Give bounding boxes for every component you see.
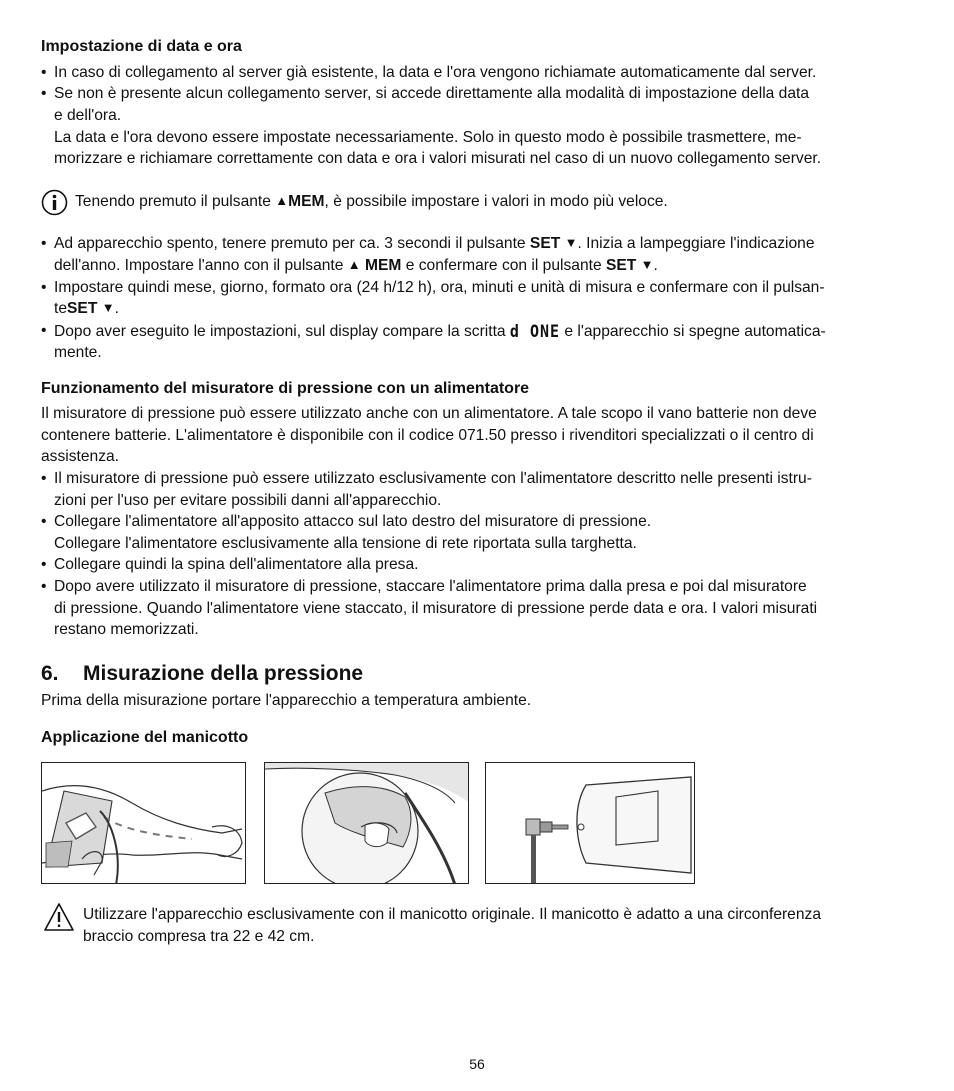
set-label: SET (529, 235, 561, 252)
info-text-pre: Tenendo premuto il pulsante (75, 193, 271, 210)
chapter-number: 6. (41, 662, 59, 685)
figure-arm-cuff (41, 762, 246, 884)
paragraph-line: Collegare l'alimentatore esclusivamente alla tensione di rete riportata sulla targhetta. (54, 535, 637, 552)
cuff-detail-illustration (265, 763, 469, 884)
step-line: dell'anno. Impostare l'anno con il pulsante ▲ MEM e confermare con il pulsante SET ▼. (54, 257, 658, 274)
lcd-done-display: d ONE (509, 320, 561, 342)
step-text: te (54, 300, 68, 317)
page-number: 56 (469, 1056, 485, 1072)
section-heading-power-adapter: Funzionamento del misuratore di pressione con un alimentatore (41, 380, 530, 397)
paragraph-line: Il misuratore di pressione può essere utilizzato esclusivamente con l'alimentatore descritto nelle presenti istru- (54, 470, 812, 487)
chapter-heading (41, 661, 363, 687)
paragraph-line: e dell'ora. (54, 107, 122, 124)
warning-icon (43, 902, 75, 932)
paragraph-line: Collegare quindi la spina dell'alimentatore alla presa. (54, 556, 419, 573)
mem-label: MEM (288, 193, 325, 210)
figure-cuff-detail (264, 762, 469, 884)
warning-text: braccio compresa tra 22 e 42 cm. (83, 928, 315, 945)
paragraph-line: Il misuratore di pressione può essere utilizzato anche con un alimentatore. A tale scopo il vano batterie non deve (41, 405, 817, 422)
bullet-dot: • (41, 322, 47, 339)
bullet-dot: • (41, 470, 47, 487)
paragraph-line: assistenza. (41, 448, 120, 465)
paragraph-line: Dopo avere utilizzato il misuratore di pressione, staccare l'alimentatore prima dalla presa e poi dal misuratore (54, 578, 807, 595)
up-arrow-icon: ▲ (347, 257, 361, 272)
bullet-dot: • (41, 85, 47, 102)
set-label: SET (67, 300, 98, 317)
paragraph-line: Collegare l'alimentatore all'apposito attacco sul lato destro del misuratore di pressione. (54, 513, 652, 530)
paragraph-line: di pressione. Quando l'alimentatore viene staccato, il misuratore di pressione perde data e ora. I valori misurati (54, 600, 818, 617)
step-text: . Inizia a lampeggiare l'indicazione (577, 235, 815, 252)
step-text: Ad apparecchio spento, tenere premuto per ca. 3 secondi il pulsante (54, 235, 526, 252)
up-arrow-icon: ▲ (275, 193, 289, 208)
step-line: Impostare quindi mese, giorno, formato ora (24 h/12 h), ora, minuti e unità di misura e confermare con il pulsan- (54, 279, 825, 296)
down-arrow-icon: ▼ (640, 257, 654, 272)
step-line (54, 321, 826, 342)
chapter-title: Misurazione della pressione (83, 662, 364, 685)
paragraph-line: contenere batterie. L'alimentatore è disponibile con il codice 071.50 presso i rivenditori specializzati o il centro di (41, 427, 814, 444)
info-note (75, 192, 668, 212)
step-text: e confermare con il pulsante (405, 257, 602, 274)
paragraph-line: La data e l'ora devono essere impostate necessariamente. Solo in questo modo è possibile trasmettere, me- (54, 129, 802, 146)
paragraph-line: In caso di collegamento al server già esistente, la data e l'ora vengono richiamate automaticamente dal server. (54, 64, 817, 81)
chapter-intro: Prima della misurazione portare l'apparecchio a temperatura ambiente. (41, 692, 532, 709)
device-connector-illustration (486, 763, 695, 884)
paragraph-line: zioni per l'uso per evitare possibili danni all'apparecchio. (54, 492, 442, 509)
step-line (54, 234, 815, 254)
set-label: SET (605, 257, 637, 274)
paragraph-line: Se non è presente alcun collegamento server, si accede direttamente alla modalità di impostazione della data (54, 85, 810, 102)
step-line: mente. (54, 344, 102, 361)
step-text: e l'apparecchio si spegne automatica- (564, 323, 826, 340)
bullet-dot: • (41, 556, 47, 573)
info-text-post: , è possibile impostare i valori in modo più veloce. (324, 193, 668, 210)
info-icon (41, 189, 68, 216)
arm-cuff-illustration (42, 763, 246, 884)
bullet-dot: • (41, 235, 47, 252)
figure-device-connector (485, 762, 695, 884)
section-heading-cuff: Applicazione del manicotto (41, 729, 249, 746)
warning-text: Utilizzare l'apparecchio esclusivamente con il manicotto originale. Il manicotto è adatto a una circonferenza (83, 906, 822, 923)
down-arrow-icon: ▼ (564, 235, 578, 250)
bullet-dot: • (41, 578, 47, 595)
step-text: Dopo aver eseguito le impostazioni, sul display compare la scritta (54, 323, 506, 340)
paragraph-line: restano memorizzati. (54, 621, 199, 638)
down-arrow-icon: ▼ (101, 300, 115, 315)
bullet-dot: • (41, 64, 47, 81)
mem-label: MEM (365, 257, 402, 274)
bullet-dot: • (41, 279, 47, 296)
paragraph-line: morizzare e richiamare correttamente con data e ora i valori misurati nel caso di un nuovo collegamento server. (54, 150, 822, 167)
section-heading-date-time: Impostazione di data e ora (41, 38, 242, 55)
bullet-dot: • (41, 513, 47, 530)
step-line: teSET ▼. (54, 300, 119, 317)
step-text: dell'anno. Impostare l'anno con il pulsante (54, 257, 344, 274)
